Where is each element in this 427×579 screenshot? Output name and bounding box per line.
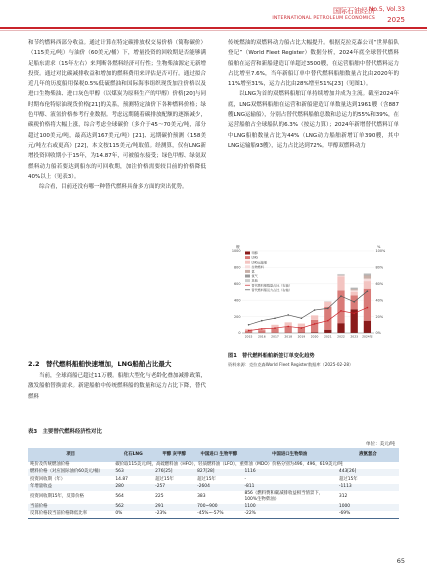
bar-segment bbox=[351, 290, 358, 292]
bar-segment bbox=[311, 320, 318, 332]
x-tick-label: 2020 bbox=[310, 334, 319, 339]
series-point bbox=[274, 327, 276, 329]
table-cell: 0% bbox=[113, 511, 153, 519]
legend-swatch bbox=[245, 252, 250, 255]
table-cell: 856（燃料费和碳减排收益相当情景下，100%生物柴油） bbox=[244, 490, 324, 503]
table-cell: 燃料价格（对应国际油价60美元/桶） bbox=[28, 469, 113, 476]
left-column bbox=[28, 38, 206, 192]
table-cell: 1116 bbox=[242, 469, 336, 476]
table-cell: -257 bbox=[153, 484, 195, 491]
series-point bbox=[248, 324, 250, 326]
table-cell: 562 bbox=[113, 504, 153, 511]
y2-axis-unit: % bbox=[377, 245, 381, 249]
legend-label: 其他 bbox=[251, 278, 258, 283]
legend-swatch bbox=[245, 279, 250, 282]
legend-label: 替代燃料船运力占比（右轴） bbox=[251, 287, 292, 292]
series-point bbox=[314, 323, 316, 325]
table-cell: 312 bbox=[338, 494, 348, 500]
x-tick-label: 2023 bbox=[350, 334, 359, 339]
table-cell: 280 bbox=[113, 484, 153, 491]
table-cell: 超过15年 bbox=[197, 476, 216, 482]
y2-tick-label: 60% bbox=[375, 282, 384, 286]
table-cell: 投资回收期（年） bbox=[30, 476, 66, 482]
section-title: 2.2 替代燃料船舶快速增加，LNG船舶占比最大 bbox=[28, 360, 172, 368]
bar-segment bbox=[311, 315, 318, 320]
series-point bbox=[353, 301, 355, 303]
legend-swatch bbox=[245, 261, 250, 264]
paragraph: 和节约燃料西部分收益。通过计算在特定碳排放权交易价格（简称碳价）（115美元/吨）与油价（60美元/桶）下，增量投资的回收期是否能够满足船东需求（15年左右）来判断各燃料经济可行性；生物柴油源定无新增投资。通过对比碳减排收益和增加的燃料费用来评估是否可行。通过拟合近几年的历度船用保税0.5%低硫燃油和国际海事组织现货加注价格以及进口生物柴油、进口灰色甲醇（以煤炭为原料生产的甲醇）价格[20]与同时期布伦特原油现货价格[21]的关系，预测特定油价下各种燃料价格；绿色甲醇、液氢价格参考行业数据。考虑远期随着碳排放配额的逐渐减少，碳税价格将大幅上涨，综合考虑全球碳价（多介于45～70美元/吨，部分超过100美元/吨，最高达到167美元/吨）[21]、远期碳价预测（158美元/吨左右或更高）[22]，本文按115美元/吨取值。经测算，仅有LNG新增投资回收期小于15年，为14.87年，可被船东接受；绿色甲醇、绿氨双燃料动力船若要达到船东的可回收期，加注价格需要较目前的价格降低40%以上（见表3）。 bbox=[28, 40, 206, 180]
table-row bbox=[28, 491, 399, 504]
series-point bbox=[353, 313, 355, 315]
issue-year: 2025 bbox=[387, 16, 405, 24]
bar-segment bbox=[324, 307, 331, 330]
series-point bbox=[327, 308, 329, 310]
table-cell: -1113 bbox=[337, 484, 399, 491]
table-cell: 225 bbox=[155, 494, 164, 500]
legend-label: LNG bbox=[251, 255, 258, 260]
table-cell: 276[25] bbox=[153, 469, 195, 476]
table-caption: 表3 主要替代燃料经济性对比 bbox=[28, 429, 102, 435]
series-point bbox=[287, 326, 289, 328]
table-header-cell: 液氨氢合 bbox=[337, 448, 399, 462]
table-cell: 1100 bbox=[242, 504, 336, 511]
y2-tick-label: 0% bbox=[375, 331, 381, 336]
table-cell: 383 bbox=[197, 494, 206, 500]
table-cell: 年增量收益 bbox=[28, 484, 113, 491]
legend-label: 替代燃料船数量占比（右轴） bbox=[251, 283, 292, 288]
table-cell: 超过15年 bbox=[155, 476, 174, 482]
table-cell: 827[28] bbox=[195, 469, 242, 476]
y-tick-label: 200 bbox=[234, 314, 241, 319]
table-unit: 单位：美元/吨 bbox=[365, 442, 395, 447]
table-cell: -23% bbox=[153, 511, 195, 519]
bar-segment bbox=[324, 330, 331, 333]
legend-label: 氨 bbox=[251, 269, 255, 274]
table-cell: 14.87 bbox=[115, 476, 128, 482]
y2-tick-label: 40% bbox=[375, 298, 384, 303]
table-cell: 563 bbox=[113, 469, 153, 476]
legend-label: 生物燃料 bbox=[251, 264, 264, 269]
series-point bbox=[327, 320, 329, 322]
y2-tick-label: 80% bbox=[375, 265, 384, 270]
comparison-table bbox=[28, 448, 399, 519]
table-cell: 700~900 bbox=[195, 504, 242, 511]
bar-segment bbox=[337, 276, 344, 290]
table-header-cell: 化石LNG bbox=[113, 448, 153, 462]
series-point bbox=[367, 290, 369, 292]
y-tick-label: 400 bbox=[234, 298, 241, 303]
x-tick-label: 2019 bbox=[297, 334, 306, 339]
bar-segment bbox=[337, 323, 344, 333]
header-rule bbox=[0, 27, 427, 29]
table-header-cell: 项目 bbox=[28, 448, 113, 462]
table-cell: 反算价格较当前价格降低比率 bbox=[28, 511, 113, 519]
y-tick-label: 1000 bbox=[231, 249, 241, 254]
series-point bbox=[261, 320, 263, 322]
bar-segment bbox=[285, 326, 292, 333]
x-tick-label: 2015 bbox=[244, 334, 253, 339]
y2-tick-label: 20% bbox=[375, 314, 384, 319]
table-cell: 443[26] bbox=[337, 469, 399, 476]
table-cell: -22% bbox=[242, 511, 336, 519]
x-tick-label: 2016 bbox=[257, 334, 266, 339]
series-point bbox=[340, 295, 342, 297]
table-row bbox=[28, 484, 399, 491]
legend-label: 氢气 bbox=[251, 274, 258, 279]
table-cell: 超过15年 bbox=[338, 476, 358, 482]
bar-segment bbox=[337, 290, 344, 323]
figure-caption: 图1 替代燃料船舶新签订单变化趋势 bbox=[228, 353, 315, 359]
table-header-cell: 中国进口生物柴油 bbox=[242, 448, 336, 462]
bar-segment bbox=[337, 276, 344, 277]
bar-segment bbox=[364, 321, 371, 333]
x-tick-label: 2018 bbox=[284, 334, 293, 339]
bar-segment bbox=[364, 281, 371, 289]
y-tick-label: 800 bbox=[234, 265, 241, 270]
bar-segment bbox=[364, 275, 371, 278]
page-header bbox=[0, 0, 427, 30]
page-number: 65 bbox=[396, 557, 405, 565]
paragraph: 以LNG为首的双燃料船舶订单持续增加并成为主流。截至2024年底，LNG双燃料船舶在运营和新船建造订单数量达到1961艘（含887艘LNG运输船），分别占替代燃料船舶总数和总运力的55%和39%，在运营船舶占全球船队的6.3%（按运力算）；2024年新增替代燃料订单中LNG船舶数量占比为44%（LNG动力船舶新增订单390艘，其中LNG运输船93艘），运力占比达到72%。甲醇双燃料动力 bbox=[228, 91, 399, 149]
y-axis-unit: 艘 bbox=[236, 245, 240, 249]
x-tick-label: 2024年 bbox=[362, 334, 373, 339]
table-cell: -69% bbox=[337, 511, 399, 519]
table-header-cell: 甲醇 灰甲醇 bbox=[153, 448, 195, 462]
table-cell: - bbox=[244, 476, 247, 482]
table-cell: 碳价取115美元/吨，高硫燃料油（HFO），轻质燃料油（LFO），重柴油（MDO）价格分别为496，496，619美元/吨 bbox=[115, 462, 343, 468]
left-column-continued bbox=[28, 371, 206, 402]
journal-title: 国际石油经济 bbox=[333, 7, 375, 15]
series-point bbox=[301, 317, 303, 319]
legend-swatch bbox=[245, 265, 250, 268]
x-tick-label: 2017 bbox=[271, 334, 279, 339]
paragraph: 传统燃油的双燃料动力船占比大幅提升。根据克拉克森公司“世界船队登记”（World Fleet Register）数据分析，2024年底全球替代燃料船舶在运营和新船建造订单超过3500艘，在运营船舶中替代燃料运力占比增至7.6%，当年新船订单中替代燃料船舶数量占比由2020年的11%增至31%，运力占比由28%增至51%[23]（见图1）。 bbox=[228, 40, 399, 88]
series-point bbox=[274, 317, 276, 319]
figure-source: 资料来源：克拉克森World Fleet Register数据库（2025-02-28） bbox=[228, 362, 354, 367]
table-row bbox=[28, 469, 399, 476]
legend-swatch bbox=[245, 275, 250, 278]
series-point bbox=[248, 330, 250, 332]
bar-segment bbox=[351, 289, 358, 290]
series-point bbox=[367, 307, 369, 309]
legend-label: LNG运输船 bbox=[251, 260, 268, 265]
table-cell: -811 bbox=[242, 484, 336, 491]
x-tick-label: 2021 bbox=[323, 334, 332, 339]
x-tick-label: 2022 bbox=[337, 334, 345, 339]
paragraph: 综合看，目前还没有哪一种替代燃料具备多方面的突出优势。 bbox=[39, 184, 188, 191]
series-point bbox=[287, 314, 289, 316]
bar-segment bbox=[258, 330, 265, 333]
header-rule-thin bbox=[0, 30, 427, 31]
table-cell: -45%~-57% bbox=[195, 511, 242, 519]
table-cell: 投资回收期15年，反算价格 bbox=[30, 494, 84, 500]
table-cell: 1000 bbox=[337, 504, 399, 511]
table-cell: -2604 bbox=[195, 484, 242, 491]
paragraph: 当前，全球商船已超过11万艘。船舶大型化与老龄化叠加减排政策，激发船舶替换需求。新建船舶中传统燃料船的数量和运力占比下降，替代燃料 bbox=[28, 373, 206, 400]
bar-segment bbox=[351, 287, 358, 288]
bar-segment bbox=[298, 324, 305, 327]
series-point bbox=[340, 310, 342, 312]
table-header-cell: 中国进口 生物甲醇 bbox=[195, 448, 242, 462]
figure-chart bbox=[228, 241, 388, 348]
legend-label: 甲醇 bbox=[251, 251, 258, 256]
table-row bbox=[28, 476, 399, 483]
series-point bbox=[261, 328, 263, 330]
table-row bbox=[28, 511, 399, 519]
legend-swatch bbox=[245, 270, 250, 273]
bar-segment bbox=[364, 275, 371, 276]
bar-segment bbox=[351, 288, 358, 289]
table-cell: 291 bbox=[153, 504, 195, 511]
table-cell: 吨价及传统燃油价格 bbox=[30, 462, 70, 468]
bar-segment bbox=[364, 279, 371, 281]
series-point bbox=[314, 309, 316, 311]
table-cell: 当前价格 bbox=[28, 504, 113, 511]
bar-segment bbox=[337, 274, 344, 275]
series-point bbox=[301, 327, 303, 329]
y2-tick-label: 100% bbox=[375, 249, 386, 254]
journal-subtitle: INTERNATIONAL PETROLEUM ECONOMICS bbox=[272, 16, 375, 21]
bar-segment bbox=[351, 292, 358, 295]
bar-segment bbox=[364, 273, 371, 274]
table-cell: 564 bbox=[115, 494, 124, 500]
issue-number: No.5, Vol.33 bbox=[368, 6, 405, 13]
y-tick-label: 0 bbox=[238, 331, 241, 336]
y-tick-label: 600 bbox=[234, 282, 241, 286]
right-column bbox=[228, 38, 399, 151]
legend-swatch bbox=[245, 256, 250, 259]
